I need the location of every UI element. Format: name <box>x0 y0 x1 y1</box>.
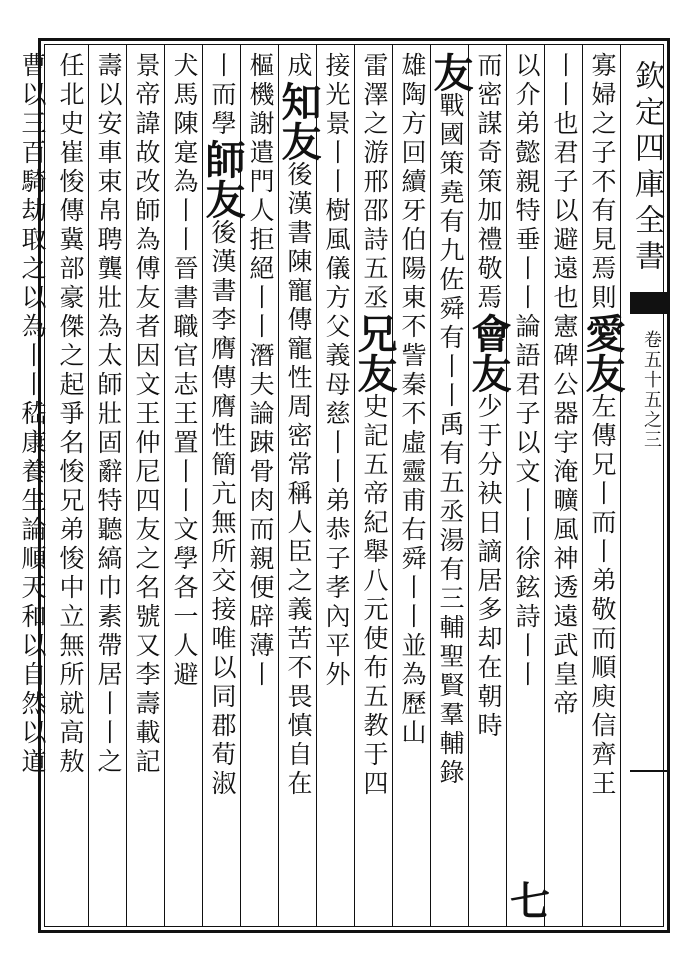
column-text: 以介弟懿親特垂丨丨 <box>512 52 541 313</box>
text-column <box>199 52 246 799</box>
column-text: 方父義母慈丨丨弟恭子孝內平外 <box>322 284 351 690</box>
column-text: 戰國策堯有九佐舜有丨丨禹有五丞湯有三輔聖賢羣輔錄 <box>436 92 465 788</box>
text-column <box>394 52 430 748</box>
book-title: 欽定四庫全書 <box>629 60 664 276</box>
column-text: 接光景丨丨樹風儀 <box>322 52 351 284</box>
entry-heading: 友 <box>427 52 474 92</box>
column-text: 寡婦之子不有見焉則 <box>588 52 617 313</box>
column-text: 陳寔為丨丨晉書職官志王置丨丨文學各一人避 <box>170 110 199 690</box>
text-column <box>318 52 354 690</box>
volume-label: 卷五十五之三 <box>641 330 662 450</box>
text-column <box>546 52 582 719</box>
entry-heading: 愛友 <box>579 313 626 393</box>
column-rule <box>544 45 545 927</box>
column-rule <box>392 45 393 927</box>
text-column <box>427 52 474 788</box>
column-text: 成 <box>284 52 313 81</box>
column-rule <box>88 45 89 927</box>
column-text: 史記五帝紀舉八元使布五教于四 <box>360 393 389 799</box>
text-column <box>90 52 126 777</box>
text-column <box>52 52 88 777</box>
column-text: 後漢書李膺傳膺性簡亢無所交接唯以同郡荀淑 <box>208 219 237 799</box>
column-text: 丨而學 <box>208 52 237 139</box>
column-rule <box>506 45 507 927</box>
column-text: 左傳兄丨而丨弟敬而順庾信齊王 <box>588 393 617 799</box>
column-rule <box>126 45 127 927</box>
column-text: 丨丨也君子以避遠也 <box>550 52 579 313</box>
column-text: 樞機謝遣門人拒絕丨丨潛夫論踈骨肉而親便辟薄丨 <box>246 52 275 690</box>
column-rule <box>468 45 469 927</box>
column-text: 雄陶方回續牙伯陽東不訾秦不虛靈甫右舜丨丨並為歷山 <box>398 52 427 748</box>
column-text: 而密謀奇策加禮敬焉 <box>474 52 503 313</box>
column-rule <box>354 45 355 927</box>
column-rule <box>278 45 279 927</box>
column-rule <box>430 45 431 927</box>
entry-heading: 會友 <box>465 313 512 393</box>
column-rule <box>164 45 165 927</box>
page-number: 七 <box>510 878 550 925</box>
column-text: 論語君子以文丨丨徐鉉詩丨丨 <box>512 313 541 690</box>
column-text: 後漢書陳寵傳寵性周密常稱人臣之義苦不畏慎自在 <box>284 161 313 799</box>
column-text: 壽以安車束帛聘龔壯為太師壯固辭特聽縞巾素帶居丨丨之 <box>94 52 123 777</box>
column-text: 憲碑公器宇淹曠風神透遠武皇帝 <box>550 313 579 719</box>
fishtail-marker <box>630 292 670 314</box>
column-text: 雷澤之游邢邵詩五丞 <box>360 52 389 313</box>
column-text: 少于分袂日謫居多却在朝時 <box>474 393 503 741</box>
text-column <box>128 52 164 777</box>
fishtail-marker-lower <box>630 770 670 772</box>
column-text: 犬馬 <box>170 52 199 110</box>
column-rule <box>316 45 317 927</box>
column-text: 曹以三百騎劫取之以為丨丨嵇康養生論順天和以自然以道 <box>18 52 47 777</box>
text-column <box>508 52 544 690</box>
text-column <box>166 52 202 690</box>
text-column <box>242 52 278 690</box>
column-rule <box>582 45 583 927</box>
text-column <box>465 52 512 741</box>
text-column <box>275 52 322 799</box>
text-column <box>579 52 626 799</box>
text-column <box>351 52 398 799</box>
entry-heading: 師友 <box>199 139 246 219</box>
text-column <box>14 52 50 777</box>
entry-heading: 知友 <box>275 81 322 161</box>
entry-heading: 兄友 <box>351 313 398 393</box>
column-text: 任北史崔悛傳冀部豪傑之起爭名悛兄弟悛中立無所就高敖 <box>56 52 85 777</box>
column-rule <box>620 45 621 927</box>
column-text: 景帝諱故改師為傅友者因文王仲尼四友之名號又李壽載記 <box>132 52 161 777</box>
